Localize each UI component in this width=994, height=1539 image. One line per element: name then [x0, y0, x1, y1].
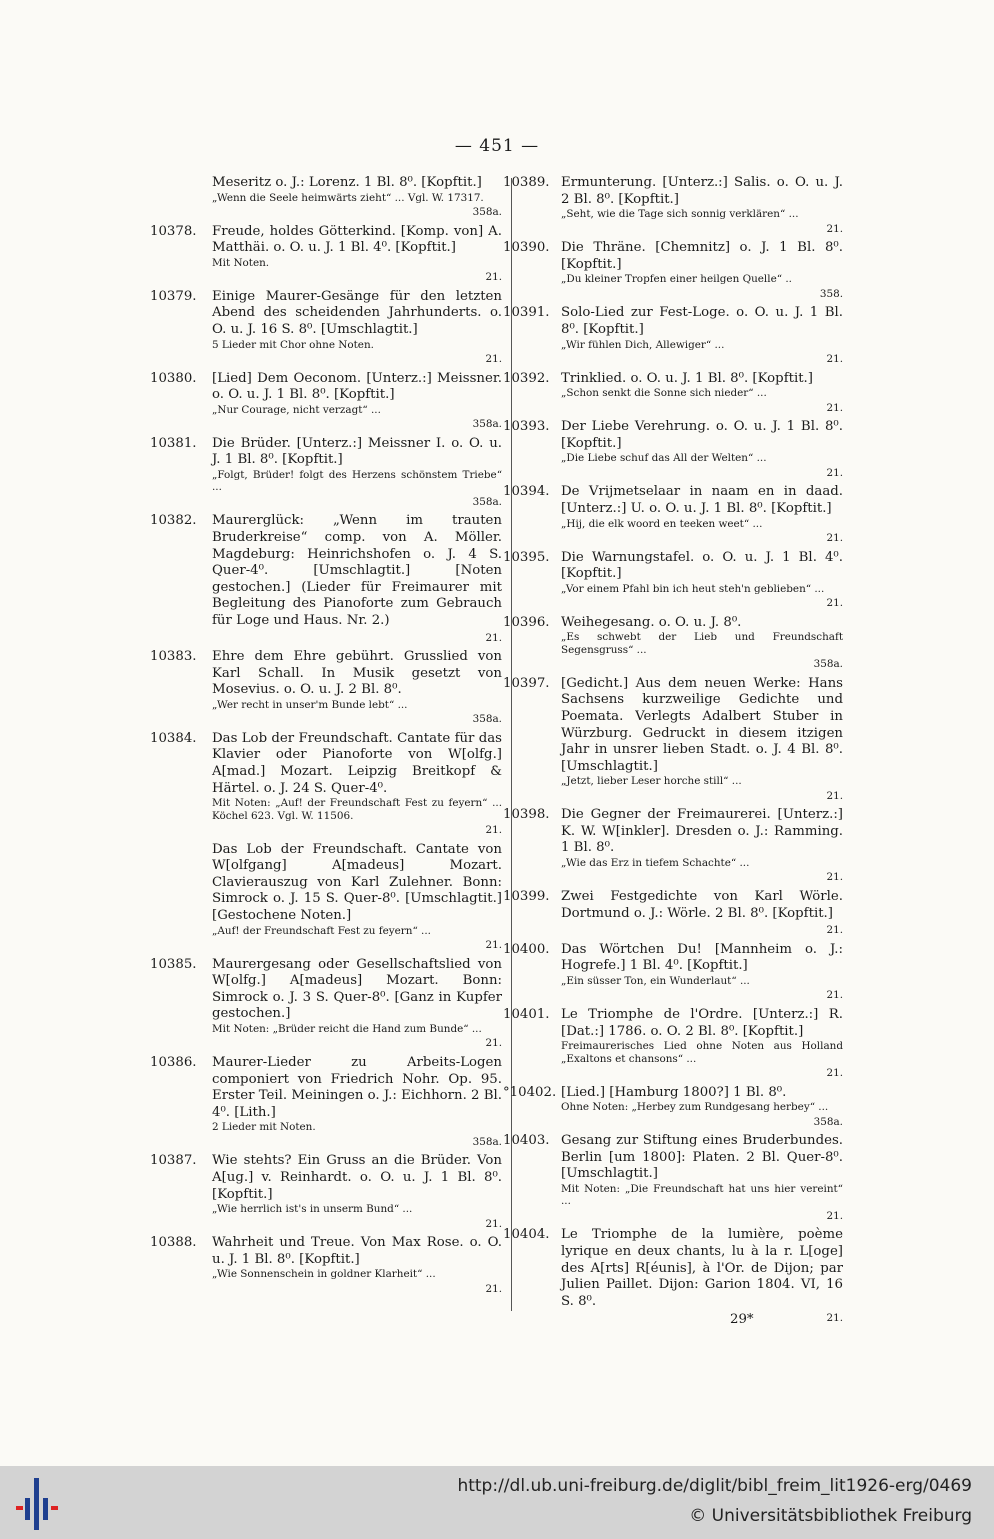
- entry-source: 21.: [826, 1209, 843, 1222]
- entry-number: 10403.: [503, 1133, 550, 1149]
- entry-number: 10379.: [150, 288, 197, 304]
- entry-number: 10391.: [503, 305, 550, 321]
- entry-source: 21.: [485, 271, 502, 284]
- entry-source: 21.: [826, 531, 843, 544]
- catalog-entry: [503, 1227, 843, 1327]
- catalog-entry: [503, 1085, 843, 1131]
- entry-number: [150, 175, 212, 221]
- entry-body: [561, 615, 843, 673]
- entry-text: Weihegesang. o. O. u. J. 8⁰.: [561, 614, 742, 630]
- entry-body: [561, 1007, 843, 1082]
- catalog-entry: [150, 436, 502, 511]
- entry-text: [Lied.] [Hamburg 1800?] 1 Bl. 8⁰.: [561, 1084, 787, 1100]
- entry-text: Le Triomphe de l'Ordre. [Unterz.:] R. [Dat.:] 1786. o. O. 2 Bl. 8⁰. [Kopftit.]: [561, 1007, 843, 1039]
- catalog-entry: [150, 842, 502, 954]
- entry-source: 358a.: [813, 658, 843, 671]
- catalog-entry: [503, 889, 843, 939]
- entry-source: 21.: [826, 401, 843, 414]
- entry-note: 5 Lieder mit Chor ohne Noten.: [212, 338, 374, 351]
- entry-body: [212, 731, 502, 839]
- entry-text: Solo-Lied zur Fest-Loge. o. O. u. J. 1 Bl. 8⁰. [Kopftit.]: [561, 305, 843, 337]
- entry-number: 10394.: [503, 484, 550, 500]
- entry-number: 10389.: [503, 175, 550, 190]
- entry-source: 21.: [826, 789, 843, 802]
- entry-source: 21.: [485, 352, 502, 365]
- entry-number: 10398.: [503, 807, 550, 823]
- entry-number: 10396.: [503, 614, 550, 630]
- entry-source: 21.: [826, 1312, 843, 1325]
- entry-source: 358a.: [472, 418, 502, 431]
- entry-number: 10399.: [503, 889, 550, 905]
- entry-number: [150, 842, 212, 954]
- catalog-entry: [503, 419, 843, 481]
- entry-note: 2 Lieder mit Noten.: [212, 1121, 316, 1134]
- left-column: [150, 175, 502, 1300]
- entry-text: Gesang zur Stiftung eines Bruderbundes. Berlin [um 1800]: Platen. 2 Bl. Quer-8⁰. [Umschlagtit.]: [561, 1133, 843, 1182]
- entry-number: 10390.: [503, 240, 550, 256]
- entry-source: 21.: [826, 871, 843, 884]
- entry-number: 10395.: [503, 549, 550, 565]
- entry-note: Mit Noten: „Brüder reicht die Hand zum Bunde“ ...: [212, 1023, 482, 1035]
- entry-text: Die Brüder. [Unterz.:] Meissner I. o. O. u. J. 1 Bl. 8⁰. [Kopftit.]: [212, 435, 502, 468]
- entry-text: Maurergesang oder Gesellschaftslied von W[olfg.] A[madeus] Mozart. Bonn: Simrock o. J. 3 S. Quer-8⁰. [Ganz in Kupfer gestochen.]: [212, 956, 502, 1022]
- entry-text: Zwei Festgedichte von Karl Wörle. Dortmund o. J.: Wörle. 2 Bl. 8⁰. [Kopftit.]: [561, 889, 843, 921]
- entry-number: 10393.: [503, 419, 550, 435]
- entry-source: 358a.: [813, 1115, 843, 1128]
- entry-note: „Wie das Erz in tiefem Schachte“ ...: [561, 857, 750, 870]
- entry-text: Die Warnungstafel. o. O. u. J. 1 Bl. 4⁰. [Kopftit.]: [561, 549, 843, 582]
- entry-body: [561, 942, 843, 1004]
- entry-body: [561, 371, 843, 417]
- catalog-entry: [150, 731, 502, 839]
- entry-text: Maurer-Lieder zu Arbeits-Logen componiert von Friedrich Nohr. Op. 95. Erster Teil. Meiningen o. J.: Eichhorn. 2 Bl. 4⁰. [Lith.]: [212, 1055, 502, 1120]
- catalog-entry: [150, 289, 502, 368]
- entry-note: Ohne Noten: „Herbey zum Rundgesang herbey“ ...: [561, 1101, 829, 1114]
- entry-source: 21.: [826, 466, 843, 479]
- entry-text: Maurerglück: „Wenn im trauten Bruderkreise“ comp. von A. Möller. Magdeburg: Heinrichshofen o. J. 4 S. Quer-4⁰. [Umschlagtit.] [Noten gestochen.] (Lieder für Freimaurer mit Begleitung des Pianoforte zum Gebrauch für Loge und Haus. Nr. 2.): [212, 513, 502, 628]
- copyright-text: © Universitätsbibliothek Freiburg: [689, 1506, 972, 1526]
- entry-text: Das Lob der Freundschaft. Cantate von W[olfgang] A[madeus] Mozart. Clavierauszug von Karl Zulehner. Bonn: Simrock o. J. 15 S. Quer-8⁰. [Umschlagtit.] [Gestochene Noten.]: [212, 841, 502, 924]
- entry-source: 21.: [485, 1037, 502, 1050]
- entry-body: [561, 1227, 843, 1327]
- entry-text: Das Wörtchen Du! [Mannheim o. J.: Hogrefe.] 1 Bl. 4⁰. [Kopftit.]: [561, 941, 843, 974]
- entry-source: 358a.: [472, 206, 502, 218]
- page-number: — 451 —: [454, 136, 540, 156]
- entry-body: [561, 419, 843, 481]
- entry-note: „Hij, die elk woord en teeken weet“ ...: [561, 517, 763, 530]
- entry-note: „Vor einem Pfahl bin ich heut steh'n geblieben“ ...: [561, 582, 825, 595]
- entry-text: [Lied] Dem Oeconom. [Unterz.:] Meissner. o. O. u. J. 1 Bl. 8⁰. [Kopftit.]: [212, 370, 502, 403]
- entry-source: 21.: [485, 631, 502, 644]
- entry-number: °10402.: [503, 1084, 557, 1100]
- entry-text: Trinklied. o. O. u. J. 1 Bl. 8⁰. [Kopftit.]: [561, 370, 813, 386]
- entry-number: 10404.: [503, 1227, 550, 1243]
- entry-note: „Du kleiner Tropfen einer heilgen Quelle“ ..: [561, 273, 792, 286]
- entry-source: 21.: [826, 1067, 843, 1080]
- entry-text: Wahrheit und Treue. Von Max Rose. o. O. u. J. 1 Bl. 8⁰. [Kopftit.]: [212, 1235, 502, 1267]
- entry-source: 21.: [485, 1282, 502, 1295]
- entry-source: 21.: [485, 1217, 502, 1230]
- entry-body: [212, 175, 502, 221]
- entry-body: [212, 289, 502, 368]
- entry-number: 10381.: [150, 435, 197, 451]
- entry-note: „Wir fühlen Dich, Allewiger“ ...: [561, 338, 725, 351]
- entry-source: 21.: [826, 989, 843, 1002]
- entry-body: [212, 842, 502, 954]
- catalog-entry: [150, 371, 502, 433]
- entry-number: 10400.: [503, 941, 550, 957]
- entry-number: 10386.: [150, 1055, 197, 1070]
- entry-number: 10382.: [150, 513, 197, 529]
- catalog-entry: [503, 371, 843, 417]
- entry-note: „Jetzt, lieber Leser horche still“ ...: [561, 775, 742, 788]
- entry-number: 10387.: [150, 1153, 197, 1169]
- entry-number: 10378.: [150, 223, 197, 239]
- signature-mark: 29*: [730, 1312, 754, 1327]
- entry-body: [212, 371, 502, 433]
- catalog-entry: [503, 175, 843, 237]
- catalog-entry: [503, 676, 843, 805]
- entry-source: 21.: [485, 939, 502, 952]
- entry-note: Mit Noten: „Auf! der Freundschaft Fest zu feyern“ ... Köchel 623. Vgl. W. 11506.: [212, 797, 502, 822]
- entry-source: 358a.: [472, 495, 502, 508]
- entry-body: [561, 807, 843, 886]
- entry-body: [561, 175, 843, 237]
- right-column: [503, 175, 843, 1330]
- entry-text: [Gedicht.] Aus dem neuen Werke: Hans Sachsens kurzweilige Gedichte und Poemata. Verlegts Adalbert Stuber in Würzburg. Gedruckt in diesem itzigen Jahr in unsrer lieben Stadt. o. J. 4 Bl. 8⁰. [Umschlagtit.]: [561, 675, 843, 774]
- entry-source: 21.: [826, 222, 843, 235]
- entry-number: 10384.: [150, 730, 197, 746]
- entry-note: „Ein süsser Ton, ein Wunderlaut“ ...: [561, 975, 750, 988]
- catalog-entry: [503, 942, 843, 1004]
- catalog-entry: [503, 240, 843, 302]
- entry-body: [561, 550, 843, 612]
- catalog-entry: [503, 484, 843, 546]
- entry-text: Einige Maurer-Gesänge für den letzten Abend des scheidenden Jahrhunderts. o. O. u. J. 16 S. 8⁰. [Umschlagtit.]: [212, 288, 502, 337]
- entry-body: [561, 484, 843, 546]
- entry-note: Freimaurerisches Lied ohne Noten aus Holland „Exaltons et chansons“ ...: [561, 1040, 843, 1065]
- source-url-link[interactable]: http://dl.ub.uni-freiburg.de/diglit/bibl_freim_lit1926-erg/0469: [457, 1476, 972, 1496]
- entry-source: 21.: [826, 924, 843, 937]
- entry-text: Die Thräne. [Chemnitz] o. J. 1 Bl. 8⁰. [Kopftit.]: [561, 240, 843, 272]
- entry-source: 21.: [826, 352, 843, 365]
- entry-body: [561, 889, 843, 939]
- catalog-entry: [150, 175, 502, 221]
- entry-body: [212, 436, 502, 511]
- entry-number: 10401.: [503, 1007, 550, 1023]
- catalog-entry: [150, 513, 502, 646]
- catalog-entry: [503, 305, 843, 367]
- entry-number: 10383.: [150, 649, 197, 665]
- entry-body: [212, 224, 502, 286]
- entry-text: Der Liebe Verehrung. o. O. u. J. 1 Bl. 8⁰. [Kopftit.]: [561, 419, 843, 451]
- entry-body: [561, 1133, 843, 1224]
- footer-bar: [0, 1466, 994, 1539]
- entry-text: Le Triomphe de la lumière, poème lyrique en deux chants, lu à la r. L[oge] des A[rts] R[éunis], à l'Or. de Dijon; par Julien Paillet. Dijon: Garion 1804. VI, 16 S. 8⁰.: [561, 1227, 843, 1309]
- entry-body: [212, 957, 502, 1052]
- entry-note: Mit Noten.: [212, 256, 270, 269]
- entry-note: Mit Noten: „Die Freundschaft hat uns hier vereint“ ...: [561, 1183, 843, 1208]
- entry-body: [561, 240, 843, 302]
- entry-number: 10380.: [150, 370, 197, 386]
- entry-number: 10388.: [150, 1235, 197, 1251]
- entry-text: De Vrijmetselaar in naam en in daad. [Unterz.:] U. o. O. u. J. 1 Bl. 8⁰. [Kopftit.]: [561, 484, 843, 516]
- entry-number: 10392.: [503, 370, 550, 386]
- entry-body: [561, 676, 843, 805]
- entry-note: „Auf! der Freundschaft Fest zu feyern“ ...: [212, 924, 431, 937]
- entry-body: [212, 1055, 502, 1150]
- entry-body: [561, 1085, 843, 1131]
- entry-text: Freude, holdes Götterkind. [Komp. von] A. Matthäi. o. O. u. J. 1 Bl. 4⁰. [Kopftit.]: [212, 223, 502, 256]
- entry-note: „Wer recht in unser'm Bunde lebt“ ...: [212, 698, 408, 711]
- entry-text: Wie stehts? Ein Gruss an die Brüder. Von A[ug.] v. Reinhardt. o. O. u. J. 1 Bl. 8⁰. [Kopftit.]: [212, 1153, 502, 1202]
- entry-text: Meseritz o. J.: Lorenz. 1 Bl. 8⁰. [Kopftit.]: [212, 175, 482, 190]
- entry-text: Die Gegner der Freimaurerei. [Unterz.:] K. W. W[inkler]. Dresden o. J.: Ramming. 1 Bl. 8⁰.: [561, 807, 843, 856]
- catalog-entry: [150, 649, 502, 728]
- catalog-entry: [150, 224, 502, 286]
- entry-note: „Die Liebe schuf das All der Welten“ ...: [561, 452, 767, 465]
- entry-source: 21.: [485, 824, 502, 837]
- entry-text: Das Lob der Freundschaft. Cantate für das Klavier oder Pianoforte von W[olfg.] A[mad.] Mozart. Leipzig Breitkopf & Härtel. o. J. 24 S. Quer-4⁰.: [212, 730, 502, 796]
- entry-note: „Wie Sonnenschein in goldner Klarheit“ ...: [212, 1268, 436, 1281]
- entry-note: „Seht, wie die Tage sich sonnig verklären“ ...: [561, 208, 799, 221]
- catalog-entry: [150, 1055, 502, 1150]
- catalog-entry: [150, 1235, 502, 1297]
- catalog-entry: [503, 615, 843, 673]
- entry-source: 21.: [826, 597, 843, 610]
- catalog-entry: [503, 550, 843, 612]
- entry-note: „Wenn die Seele heimwärts zieht“ ... Vgl. W. 17317.: [212, 191, 484, 204]
- catalog-entry: [150, 1153, 502, 1232]
- entry-source: 358a.: [472, 1135, 502, 1148]
- entry-note: „Nur Courage, nicht verzagt“ ...: [212, 403, 381, 416]
- entry-note: „Folgt, Brüder! folgt des Herzens schönstem Triebe“ ...: [212, 468, 502, 494]
- entry-number: 10385.: [150, 956, 197, 972]
- entry-note: „Wie herrlich ist's in unserm Bund“ ...: [212, 1203, 413, 1216]
- catalog-entry: [150, 957, 502, 1052]
- entry-body: [212, 513, 502, 646]
- catalog-entry: [503, 807, 843, 886]
- entry-note: „Es schwebt der Lieb und Freundschaft Segensgruss“ ...: [561, 631, 843, 656]
- entry-text: Ehre dem Ehre gebührt. Grusslied von Karl Schall. In Musik gesetzt von Mosevius. o. O. u. J. 2 Bl. 8⁰.: [212, 649, 502, 698]
- ub-freiburg-logo-icon: [14, 1476, 62, 1532]
- entry-body: [212, 1153, 502, 1232]
- catalog-entry: [503, 1007, 843, 1082]
- entry-body: [212, 1235, 502, 1297]
- entry-text: Ermunterung. [Unterz.:] Salis. o. O. u. J. 2 Bl. 8⁰. [Kopftit.]: [561, 175, 843, 207]
- entry-note: „Schon senkt die Sonne sich nieder“ ...: [561, 387, 767, 400]
- entry-body: [212, 649, 502, 728]
- entry-number: 10397.: [503, 675, 550, 691]
- catalog-entry: [503, 1133, 843, 1224]
- entry-source: 358a.: [472, 713, 502, 726]
- entry-body: [561, 305, 843, 367]
- entry-source: 358.: [819, 287, 843, 300]
